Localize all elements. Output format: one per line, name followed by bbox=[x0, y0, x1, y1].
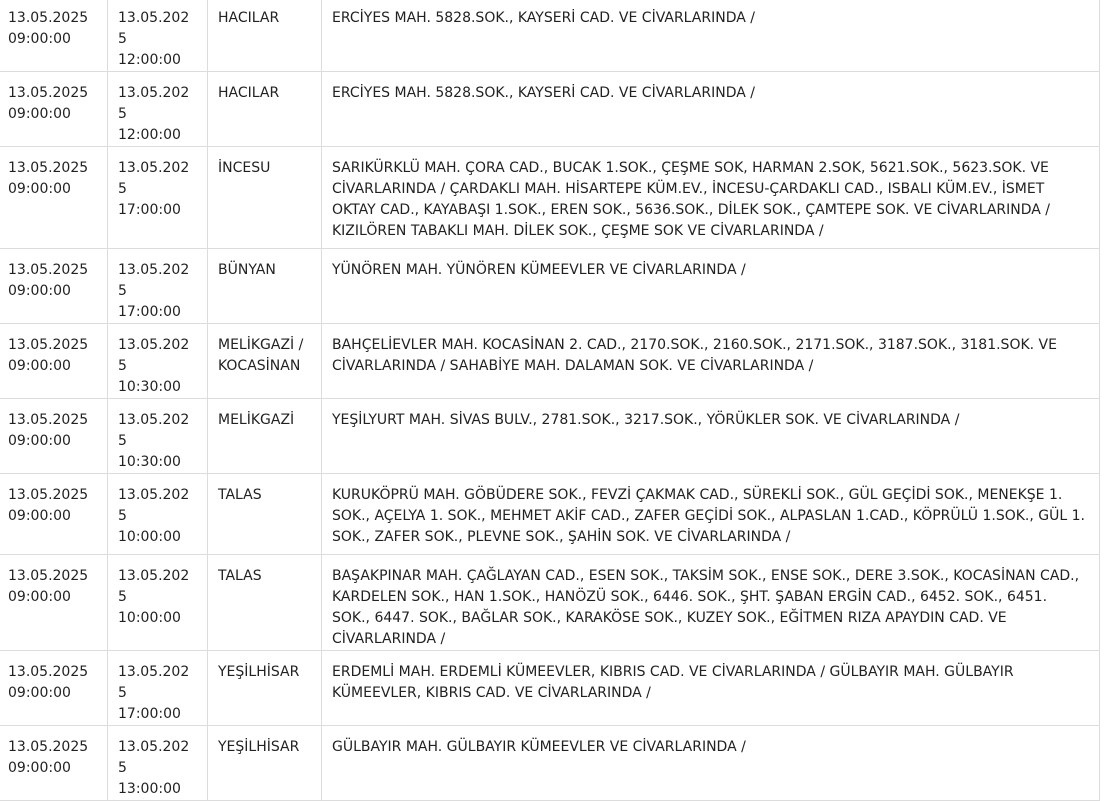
start-time: 09:00:00 bbox=[8, 31, 71, 47]
start-cell bbox=[0, 726, 108, 801]
end-cell bbox=[108, 324, 208, 399]
table-row bbox=[0, 399, 1100, 474]
end-date: 13.05.2025 bbox=[118, 739, 190, 776]
end-cell bbox=[108, 249, 208, 324]
end-date: 13.05.2025 bbox=[118, 337, 190, 374]
start-cell bbox=[0, 555, 108, 651]
end-cell bbox=[108, 0, 208, 72]
table-row bbox=[0, 726, 1100, 801]
district-cell: HACILAR bbox=[208, 0, 322, 72]
start-time: 09:00:00 bbox=[8, 760, 71, 776]
district-cell: BÜNYAN bbox=[208, 249, 322, 324]
district-cell: TALAS bbox=[208, 474, 322, 555]
table-row bbox=[0, 249, 1100, 324]
start-time: 09:00:00 bbox=[8, 433, 71, 449]
end-cell bbox=[108, 555, 208, 651]
locations-cell: YÜNÖREN MAH. YÜNÖREN KÜMEEVLER VE CİVARLARINDA / bbox=[322, 249, 1100, 324]
locations-cell: KURUKÖPRÜ MAH. GÖBÜDERE SOK., FEVZİ ÇAKMAK CAD., SÜREKLİ SOK., GÜL GEÇİDİ SOK., MENEKŞE 1. SOK., AÇELYA 1. SOK., MEHMET AKİF CAD., ZAFER GEÇİDİ SOK., ALPASLAN 1.CAD., KÖPRÜLÜ 1.SOK., GÜL 1. SOK., ZAFER SOK., PLEVNE SOK., ŞAHİN SOK. VE CİVARLARINDA / bbox=[322, 474, 1100, 555]
end-time: 17:00:00 bbox=[118, 304, 181, 320]
start-date: 13.05.2025 bbox=[8, 739, 89, 755]
end-time: 12:00:00 bbox=[118, 52, 181, 68]
locations-cell: ERDEMLİ MAH. ERDEMLİ KÜMEEVLER, KIBRIS CAD. VE CİVARLARINDA / GÜLBAYIR MAH. GÜLBAYIR KÜMEEVLER, KIBRIS CAD. VE CİVARLARINDA / bbox=[322, 651, 1100, 726]
start-cell bbox=[0, 72, 108, 147]
locations-cell: ERCİYES MAH. 5828.SOK., KAYSERİ CAD. VE CİVARLARINDA / bbox=[322, 0, 1100, 72]
table-row bbox=[0, 147, 1100, 249]
start-cell bbox=[0, 147, 108, 249]
end-date: 13.05.2025 bbox=[118, 160, 190, 197]
district-cell: YEŞİLHİSAR bbox=[208, 726, 322, 801]
district-cell: TALAS bbox=[208, 555, 322, 651]
locations-cell: BAŞAKPINAR MAH. ÇAĞLAYAN CAD., ESEN SOK., TAKSİM SOK., ENSE SOK., DERE 3.SOK., KOCASİNAN CAD., KARDELEN SOK., HAN 1.SOK., HANÖZÜ SOK., 6446. SOK., ŞHT. ŞABAN ERGİN CAD., 6452. SOK., 6451. SOK., 6447. SOK., BAĞLAR SOK., KARAKÖSE SOK., KUZEY SOK., EĞİTMEN RIZA APAYDIN CAD. VE CİVARLARINDA / bbox=[322, 555, 1100, 651]
start-date: 13.05.2025 bbox=[8, 568, 89, 584]
table-row bbox=[0, 72, 1100, 147]
district-cell: MELİKGAZİ / KOCASİNAN bbox=[208, 324, 322, 399]
start-time: 09:00:00 bbox=[8, 508, 71, 524]
start-cell bbox=[0, 474, 108, 555]
start-date: 13.05.2025 bbox=[8, 412, 89, 428]
end-date: 13.05.2025 bbox=[118, 262, 190, 299]
start-time: 09:00:00 bbox=[8, 685, 71, 701]
start-cell bbox=[0, 249, 108, 324]
end-time: 10:00:00 bbox=[118, 529, 181, 545]
district-cell: HACILAR bbox=[208, 72, 322, 147]
district-cell: YEŞİLHİSAR bbox=[208, 651, 322, 726]
start-cell bbox=[0, 399, 108, 474]
locations-cell: BAHÇELİEVLER MAH. KOCASİNAN 2. CAD., 2170.SOK., 2160.SOK., 2171.SOK., 3187.SOK., 3181.SOK. VE CİVARLARINDA / SAHABİYE MAH. DALAMAN SOK. VE CİVARLARINDA / bbox=[322, 324, 1100, 399]
end-time: 17:00:00 bbox=[118, 202, 181, 218]
start-date: 13.05.2025 bbox=[8, 664, 89, 680]
end-date: 13.05.2025 bbox=[118, 664, 190, 701]
end-date: 13.05.2025 bbox=[118, 85, 190, 122]
locations-cell: SARIKÜRKLÜ MAH. ÇORA CAD., BUCAK 1.SOK., ÇEŞME SOK, HARMAN 2.SOK, 5621.SOK., 5623.SOK. VE CİVARLARINDA / ÇARDAKLI MAH. HİSARTEPE KÜM.EV., İNCESU-ÇARDAKLI CAD., ISBALI KÜM.EV., İSMET OKTAY CAD., KAYABAŞI 1.SOK., EREN SOK., 5636.SOK., DİLEK SOK., ÇAMTEPE SOK. VE CİVARLARINDA / KIZILÖREN TABAKLI MAH. DİLEK SOK., ÇEŞME SOK VE CİVARLARINDA / bbox=[322, 147, 1100, 249]
end-date: 13.05.2025 bbox=[118, 412, 190, 449]
start-date: 13.05.2025 bbox=[8, 262, 89, 278]
end-date: 13.05.2025 bbox=[118, 487, 190, 524]
start-cell bbox=[0, 651, 108, 726]
end-cell bbox=[108, 399, 208, 474]
locations-cell: YEŞİLYURT MAH. SİVAS BULV., 2781.SOK., 3217.SOK., YÖRÜKLER SOK. VE CİVARLARINDA / bbox=[322, 399, 1100, 474]
start-time: 09:00:00 bbox=[8, 181, 71, 197]
end-cell bbox=[108, 651, 208, 726]
table-row bbox=[0, 0, 1100, 72]
start-date: 13.05.2025 bbox=[8, 160, 89, 176]
table-row bbox=[0, 651, 1100, 726]
end-time: 10:00:00 bbox=[118, 610, 181, 626]
end-cell bbox=[108, 726, 208, 801]
end-date: 13.05.2025 bbox=[118, 10, 190, 47]
start-cell bbox=[0, 324, 108, 399]
end-cell bbox=[108, 147, 208, 249]
end-time: 12:00:00 bbox=[118, 127, 181, 143]
start-time: 09:00:00 bbox=[8, 283, 71, 299]
start-time: 09:00:00 bbox=[8, 589, 71, 605]
table-row bbox=[0, 555, 1100, 651]
end-cell bbox=[108, 72, 208, 147]
table-row bbox=[0, 324, 1100, 399]
end-cell bbox=[108, 474, 208, 555]
start-date: 13.05.2025 bbox=[8, 337, 89, 353]
end-time: 17:00:00 bbox=[118, 706, 181, 722]
start-date: 13.05.2025 bbox=[8, 85, 89, 101]
district-cell: İNCESU bbox=[208, 147, 322, 249]
locations-cell: GÜLBAYIR MAH. GÜLBAYIR KÜMEEVLER VE CİVARLARINDA / bbox=[322, 726, 1100, 801]
start-cell bbox=[0, 0, 108, 72]
start-date: 13.05.2025 bbox=[8, 487, 89, 503]
locations-cell: ERCİYES MAH. 5828.SOK., KAYSERİ CAD. VE CİVARLARINDA / bbox=[322, 72, 1100, 147]
end-date: 13.05.2025 bbox=[118, 568, 190, 605]
end-time: 10:30:00 bbox=[118, 454, 181, 470]
end-time: 13:00:00 bbox=[118, 781, 181, 797]
district-cell: MELİKGAZİ bbox=[208, 399, 322, 474]
end-time: 10:30:00 bbox=[118, 379, 181, 395]
start-date: 13.05.2025 bbox=[8, 10, 89, 26]
start-time: 09:00:00 bbox=[8, 106, 71, 122]
start-time: 09:00:00 bbox=[8, 358, 71, 374]
table-row bbox=[0, 474, 1100, 555]
